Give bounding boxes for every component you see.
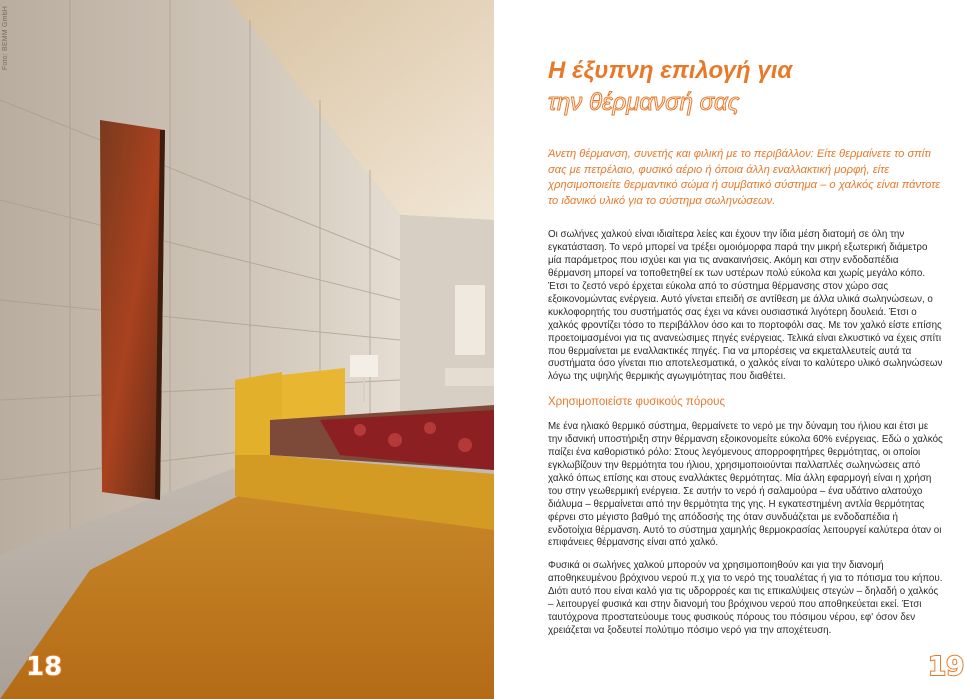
article-paragraph-3: Φυσικά οι σωλήνες χαλκού μπορούν να χρησιμοποιηθούν και για την διανομή αποθηκευμένου βρόχινου νερού π.χ για το νερό της τουαλέτας ή για το πότισμα του κήπου. Διότι αυτό που είναι καλό για τις υδρορροές και τις επικαλύψεις στεγών – δηλαδή ο χαλκός – λειτουργεί φυσικά και στην διανομή του βρόχινου νερού που αποθηκεύεται εκεί. Έτσι ταυτόχρονα προστατεύουμε τους φυσικούς πόρους του πόσιμου νέρου, εφ' όσον δεν χρειάζεται να ξοδευτεί πολύτιμο πόσιμο νερό για την αποχέτευση. (548, 560, 943, 636)
article-lead: Άνετη θέρμανση, συνετής και φιλική με το περιβάλλον: Είτε θερμαίνετε το σπίτι σας με πετρέλαιο, φυσικό αέριο ή όποια άλλη εναλλακτική μορφή, είτε χρησιμοποιείτε θερμαντικό σώμα ή συμβατικό σύστημα – ο χαλκός είναι πάντοτε το ιδανικό υλικό για το σύστημα σωληνώσεων. (548, 148, 941, 207)
article-paragraph-2: Με ένα ηλιακό θερμικό σύστημα, θερμαίνετε το νερό με την δύναμη του ήλιου και έτσι με την ιδανική υποστήριξη στην θέρμανση εξοικονομείτε εύκολα 60% ενέργειας. Εδώ ο χαλκός παίζει ένα καθοριστικό ρόλο: Στους λεγόμενους απορροφητήρες θερμότητας, οι οποίοι εγκλωβίζουν την θερμότητα του ήλιου, χρησιμοποιούνται παλλαπλές σωληνώσεις από χαλκό όπως επίσης και στους εναλλάκτες θερμότητας. Μία άλλη εφαρμογή είναι η χρήση του στην γεωθερμική ενέργεια. Σε αυτήν το νερό ή σαλαμούρα – ένα υδάτινο αλατούχο διάλυμα – θερμαίνεται από την θερμότητα της γης. Η εγκατεστημένη αντλία θερμότητας φέρνει στο μέγιστο βαθμό της απόδοσής της όταν συνδυάζεται με ενδοδαπέδια ή ενδοτοίχια θέρμανση. Αυτό το σύστημα χαμηλής θερμοκρασίας λειτουργεί καλύτερα όταν οι επιφάνειες θέρμανσης είναι από χαλκό. (548, 421, 943, 549)
article-title-line1: Η έξυπνη επιλογή για (548, 57, 793, 84)
photo-credit: Foto: BEMM GmbH (2, 6, 9, 71)
article-paragraph-1: Οι σωλήνες χαλκού είναι ιδιαίτερα λείες και έχουν την ίδια μέση διατομή σε όλη την εγκατάσταση. Το νερό μπορεί να τρέξει ομοιόμορφα παρά την μικρή εξωτερική διάμετρο μία παράμετρος που ισχύει και για τις ανακαινήσεις. Ακόμη και στην ενδοδαπέδια θέρμανση μπορεί να τοποθετηθεί εκ των υστέρων πολύ εύκολα και χωρίς μεγάλο κόπο. Έτσι το ζεστό νερό έρχεται εύκολα από το σύστημα θέρμανσης στον χώρο σας εξοικονομώντας ενέργεια. Αυτό γίνεται επειδή σε αντίθεση με άλλα υλικά σωληνώσεων, ο κυκλοφορητής του συστήματός σας έχει να κάνει ουσιαστικά λιγότερη δουλειά. Έτσι ο χαλκός φροντίζει τόσο το περιβάλλον όσο και το πορτοφόλι σας. Με τον χαλκό είστε επίσης προετοιμασμένοι για τις ανανεώσιμες πηγές ενέργειας. Τελικά είναι ελκυστικό να έχεις σπίτι που θερμαίνεται με εναλλακτικές πηγές. Για να μπορέσεις να εκμεταλλευτείς αυτά τα συστήματα όσο γίνεται πιο αποτελεσματικά, ο χαλκός είναι το καλύτερο υλικό σωληνώσεων λόγω της υψηλής θερμικής αγωγιμότητας που διαθέτει. (548, 229, 943, 383)
page-number-right: 19 (928, 652, 964, 682)
paragraph-spacer (548, 550, 943, 560)
article-title-line2: την θέρμανσή σας (548, 89, 740, 116)
article (548, 55, 943, 638)
article-subheading: Χρησιμοποιείστε φυσικούς πόρους (548, 396, 726, 409)
page-number-left: 18 (26, 652, 63, 682)
